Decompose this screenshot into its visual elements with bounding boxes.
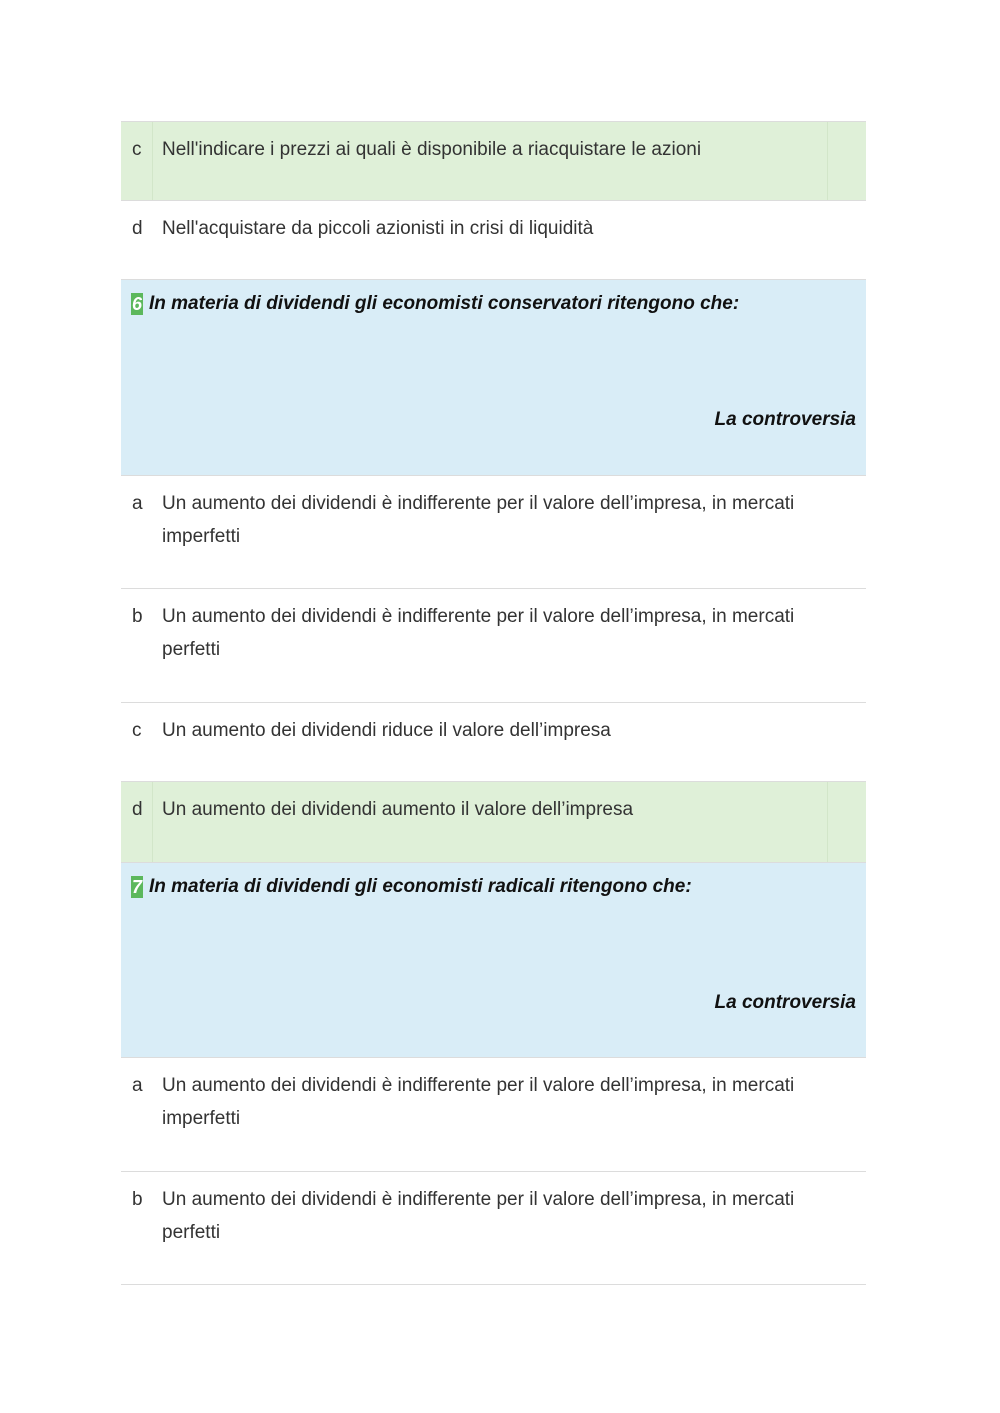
option-text: Nell'indicare i prezzi ai quali è disponibile a riacquistare le azioni xyxy=(162,139,702,160)
option-letter: a xyxy=(132,1075,143,1096)
answer-option xyxy=(121,589,866,703)
question-number-badge: 6 xyxy=(132,294,143,314)
question-text: In materia di dividendi gli economisti radicali ritengono che: xyxy=(149,876,692,897)
answer-option xyxy=(121,703,866,782)
question-number-badge: 7 xyxy=(132,877,143,897)
option-letter: c xyxy=(132,720,142,741)
answer-option-correct xyxy=(121,121,866,201)
option-letter: a xyxy=(132,493,143,514)
option-text: Un aumento dei dividendi è indifferente per il valore dell’impresa, in mercati perfetti xyxy=(162,606,795,660)
question-header xyxy=(121,280,866,476)
question-header xyxy=(121,863,866,1058)
answer-option xyxy=(121,1172,866,1285)
option-text: Nell'acquistare da piccoli azionisti in crisi di liquidità xyxy=(162,218,594,239)
option-letter: d xyxy=(132,218,143,239)
quiz-sheet xyxy=(121,121,866,1285)
option-text: Un aumento dei dividendi è indifferente per il valore dell’impresa, in mercati imperfetti xyxy=(162,1075,795,1129)
answer-option xyxy=(121,476,866,589)
option-letter: b xyxy=(132,606,143,627)
option-letter: b xyxy=(132,1189,143,1210)
answer-option xyxy=(121,1058,866,1172)
option-text: Un aumento dei dividendi aumento il valore dell’impresa xyxy=(162,799,634,820)
option-text: Un aumento dei dividendi riduce il valore dell’impresa xyxy=(162,720,611,741)
option-text: Un aumento dei dividendi è indifferente per il valore dell’impresa, in mercati imperfetti xyxy=(162,493,795,547)
question-topic: La controversia xyxy=(714,992,856,1013)
question-text: In materia di dividendi gli economisti conservatori ritengono che: xyxy=(149,293,740,314)
answer-option-correct xyxy=(121,782,866,863)
answer-option xyxy=(121,201,866,280)
option-text: Un aumento dei dividendi è indifferente per il valore dell’impresa, in mercati perfetti xyxy=(162,1189,795,1243)
option-letter: c xyxy=(132,139,142,160)
question-topic: La controversia xyxy=(714,409,856,430)
option-letter: d xyxy=(132,799,143,820)
